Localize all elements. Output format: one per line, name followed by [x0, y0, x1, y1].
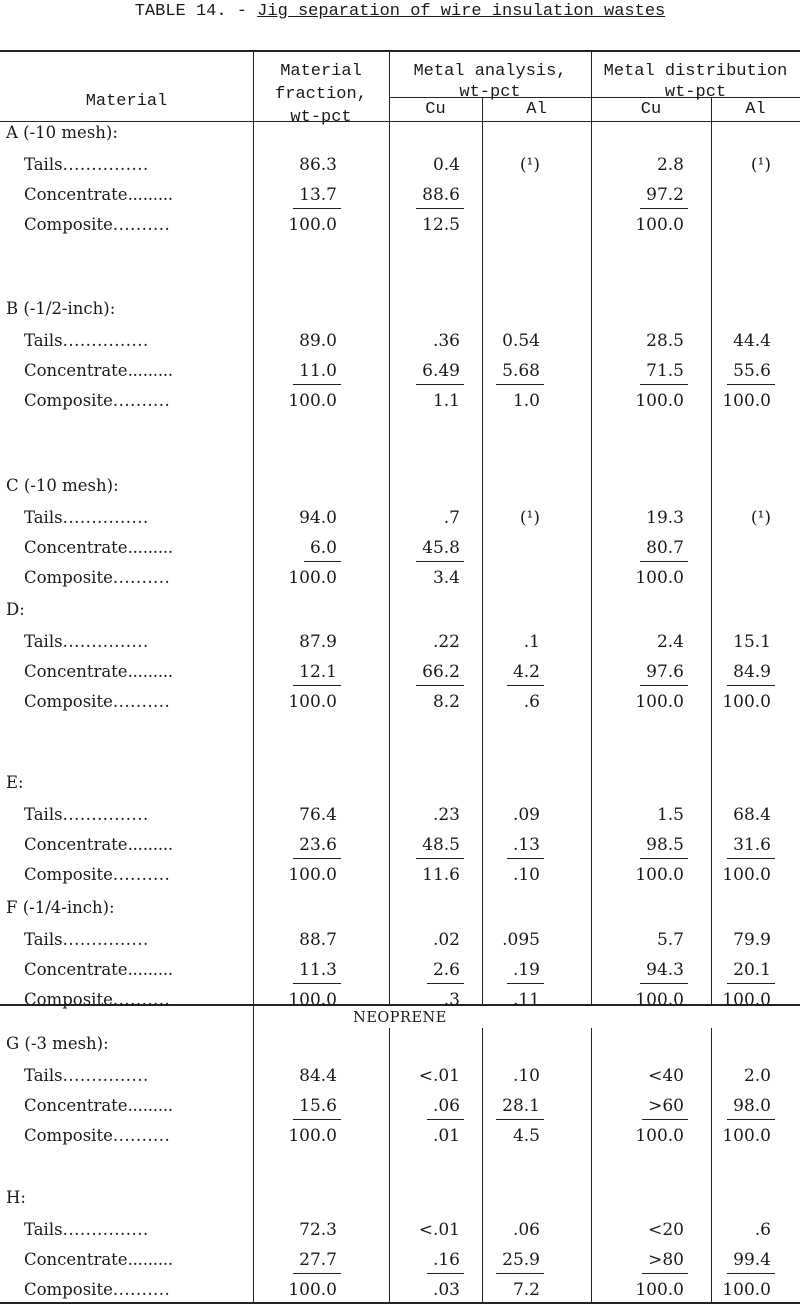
- column-rule: [482, 98, 483, 1005]
- table-cell: >60: [648, 1096, 684, 1116]
- row-label-tails: [24, 930, 149, 950]
- leader-dots: .........: [127, 1250, 173, 1269]
- table-cell: .10: [512, 865, 540, 885]
- table-cell: 1.0: [512, 391, 540, 411]
- table-cell: 89.0: [299, 331, 337, 351]
- leader-dots: ..........: [112, 692, 171, 711]
- table-cell: .36: [432, 331, 460, 351]
- column-rule: [389, 51, 390, 1005]
- table-cell: 94.3: [646, 960, 684, 980]
- header-analysis-line2: wt-pct: [459, 83, 521, 102]
- header-material: Material: [85, 92, 168, 111]
- table-cell: (¹): [750, 508, 771, 528]
- table-title: Jig separation of wire insulation wastes: [257, 2, 666, 21]
- table-cell: 98.0: [733, 1096, 771, 1116]
- header-fraction-line3: wt-pct: [290, 108, 352, 127]
- table-cell: .6: [754, 1220, 771, 1240]
- table-number: TABLE 14.: [134, 2, 227, 21]
- table-cell: 100.0: [722, 1280, 771, 1300]
- row-label-concentrate: [24, 538, 173, 558]
- row-label-concentrate: [24, 1250, 173, 1270]
- row-label-composite: [24, 990, 170, 1010]
- group-label: A (-10 mesh):: [6, 123, 118, 142]
- leader-dots: .........: [127, 960, 173, 979]
- leader-dots: ...............: [62, 1066, 149, 1085]
- header-distribution-cu: Cu: [640, 100, 662, 119]
- table-cell: 100.0: [722, 1126, 771, 1146]
- table-cell: 27.7: [299, 1250, 337, 1270]
- row-label-composite: [24, 1126, 170, 1146]
- section-neoprene: NEOPRENE: [353, 1010, 447, 1026]
- row-label-composite: [24, 1280, 170, 1300]
- row-label-composite: [24, 215, 170, 235]
- leader-dots: ..........: [112, 391, 171, 410]
- row-label-text: Tails: [24, 930, 63, 949]
- table-cell: (¹): [519, 155, 540, 175]
- header-distribution-al: Al: [745, 100, 766, 119]
- table-cell: 4.5: [512, 1126, 540, 1146]
- table-cell: .6: [523, 692, 540, 712]
- table-cell: 76.4: [299, 805, 337, 825]
- row-label-text: Tails: [24, 331, 63, 350]
- table-cell: 2.8: [656, 155, 684, 175]
- table-cell: 12.1: [299, 662, 337, 682]
- table-cell: .02: [432, 930, 460, 950]
- row-label-composite: [24, 391, 170, 411]
- table-cell: 100.0: [635, 568, 684, 588]
- table-cell: 25.9: [502, 1250, 540, 1270]
- table-cell: 100.0: [635, 865, 684, 885]
- table-cell: .13: [512, 835, 540, 855]
- row-label-composite: [24, 692, 170, 712]
- table-cell: >80: [648, 1250, 684, 1270]
- table-cell: 100.0: [722, 990, 771, 1010]
- table-cell: .03: [432, 1280, 460, 1300]
- table-cell: 100.0: [722, 692, 771, 712]
- table-cell: .22: [432, 632, 460, 652]
- table-cell: 6.49: [422, 361, 460, 381]
- table-cell: 11.6: [422, 865, 460, 885]
- row-label-text: Tails: [24, 508, 63, 527]
- table-cell: 48.5: [422, 835, 460, 855]
- leader-dots: ..........: [112, 215, 171, 234]
- row-label-text: Composite: [24, 215, 113, 234]
- row-label-concentrate: [24, 960, 173, 980]
- table-cell: 100.0: [288, 391, 337, 411]
- table-cell: 1.5: [656, 805, 684, 825]
- row-label-text: Composite: [24, 692, 113, 711]
- table-cell: 100.0: [635, 692, 684, 712]
- table-cell: 15.6: [299, 1096, 337, 1116]
- table-cell: .19: [512, 960, 540, 980]
- caption-dash: -: [236, 2, 247, 21]
- table-cell: 23.6: [299, 835, 337, 855]
- table-cell: 72.3: [299, 1220, 337, 1240]
- table-cell: .06: [512, 1220, 540, 1240]
- header-fraction-line2: fraction,: [275, 85, 367, 104]
- row-label-text: Concentrate: [24, 662, 128, 681]
- leader-dots: ..........: [112, 568, 171, 587]
- row-label-tails: [24, 1066, 149, 1086]
- table-cell: 45.8: [422, 538, 460, 558]
- row-label-text: Tails: [24, 805, 63, 824]
- row-label-text: Concentrate: [24, 1096, 128, 1115]
- table-cell: 0.4: [432, 155, 460, 175]
- group-label: G (-3 mesh):: [6, 1034, 109, 1053]
- leader-dots: ..........: [112, 1126, 171, 1145]
- header-fraction-line1: Material: [280, 62, 362, 81]
- table-caption: [0, 2, 800, 21]
- header-bottom-rule: [0, 121, 800, 122]
- table-cell: .7: [443, 508, 460, 528]
- group-label: E:: [6, 773, 24, 792]
- table-cell: 84.4: [299, 1066, 337, 1086]
- table-cell: .1: [523, 632, 540, 652]
- table-bottom-rule: [0, 1302, 800, 1304]
- table-cell: 5.68: [502, 361, 540, 381]
- row-label-tails: [24, 805, 149, 825]
- table-cell: 12.5: [422, 215, 460, 235]
- row-label-text: Composite: [24, 1126, 113, 1145]
- leader-dots: ..........: [112, 1280, 171, 1299]
- table-cell: 100.0: [635, 1126, 684, 1146]
- table-cell: 7.2: [512, 1280, 540, 1300]
- table-cell: 100.0: [288, 865, 337, 885]
- row-label-concentrate: [24, 835, 173, 855]
- table-cell: 100.0: [288, 990, 337, 1010]
- leader-dots: ..........: [112, 865, 171, 884]
- table-cell: 100.0: [722, 391, 771, 411]
- table-cell: (¹): [519, 508, 540, 528]
- table-cell: .09: [512, 805, 540, 825]
- table-cell: 100.0: [288, 1126, 337, 1146]
- table-cell: 100.0: [635, 990, 684, 1010]
- row-label-text: Concentrate: [24, 538, 128, 557]
- column-rule: [389, 1028, 390, 1303]
- row-label-text: Concentrate: [24, 960, 128, 979]
- table-cell: 3.4: [432, 568, 460, 588]
- table-cell: 13.7: [299, 185, 337, 205]
- row-label-tails: [24, 331, 149, 351]
- table-cell: .23: [432, 805, 460, 825]
- row-label-concentrate: [24, 662, 173, 682]
- group-label: C (-10 mesh):: [6, 476, 119, 495]
- row-label-concentrate: [24, 361, 173, 381]
- table-cell: 100.0: [635, 215, 684, 235]
- table-cell: 100.0: [722, 865, 771, 885]
- row-label-text: Tails: [24, 632, 63, 651]
- table-cell: 19.3: [646, 508, 684, 528]
- group-label: H:: [6, 1188, 26, 1207]
- table-cell: (¹): [750, 155, 771, 175]
- leader-dots: .........: [127, 361, 173, 380]
- row-label-tails: [24, 155, 149, 175]
- table-cell: 66.2: [422, 662, 460, 682]
- table-cell: 100.0: [288, 215, 337, 235]
- table-cell: 6.0: [309, 538, 337, 558]
- table-cell: <.01: [418, 1066, 460, 1086]
- table-cell: 71.5: [646, 361, 684, 381]
- row-label-text: Composite: [24, 865, 113, 884]
- row-label-text: Tails: [24, 155, 63, 174]
- header-distribution-line1: Metal distribution: [603, 62, 788, 81]
- leader-dots: ...............: [62, 632, 149, 651]
- header-analysis-cu: Cu: [425, 100, 446, 119]
- table-cell: 11.0: [299, 361, 337, 381]
- leader-dots: .........: [127, 538, 173, 557]
- leader-dots: .........: [127, 185, 173, 204]
- table-cell: 5.7: [656, 930, 684, 950]
- row-label-text: Composite: [24, 568, 113, 587]
- table-cell: 68.4: [733, 805, 771, 825]
- group-label: F (-1/4-inch):: [6, 898, 115, 917]
- row-label-text: Tails: [24, 1220, 63, 1239]
- table-cell: 94.0: [299, 508, 337, 528]
- leader-dots: ...............: [62, 930, 149, 949]
- column-rule: [591, 1028, 592, 1303]
- table-cell: .01: [432, 1126, 460, 1146]
- row-label-text: Composite: [24, 391, 113, 410]
- column-rule: [482, 1028, 483, 1303]
- row-label-text: Concentrate: [24, 185, 128, 204]
- table-cell: 0.54: [502, 331, 540, 351]
- table-cell: 84.9: [733, 662, 771, 682]
- table-cell: 100.0: [288, 1280, 337, 1300]
- table-cell: 55.6: [733, 361, 771, 381]
- leader-dots: ...............: [62, 508, 149, 527]
- table-cell: 88.7: [299, 930, 337, 950]
- table-cell: 2.0: [743, 1066, 771, 1086]
- row-label-tails: [24, 632, 149, 652]
- table-cell: 31.6: [733, 835, 771, 855]
- table-cell: 87.9: [299, 632, 337, 652]
- table-cell: 100.0: [288, 692, 337, 712]
- table-cell: <20: [648, 1220, 684, 1240]
- table-cell: 11.3: [299, 960, 337, 980]
- group-label: B (-1/2-inch):: [6, 299, 116, 318]
- column-rule: [591, 51, 592, 1005]
- table-cell: 15.1: [733, 632, 771, 652]
- table-cell: 2.6: [432, 960, 460, 980]
- header-distribution-line2: wt-pct: [664, 83, 727, 102]
- table-cell: .16: [432, 1250, 460, 1270]
- table-cell: 88.6: [422, 185, 460, 205]
- row-label-text: Tails: [24, 1066, 63, 1085]
- table-cell: .11: [512, 990, 540, 1010]
- leader-dots: ...............: [62, 805, 149, 824]
- table-cell: 28.1: [502, 1096, 540, 1116]
- table-cell: 98.5: [646, 835, 684, 855]
- table-cell: 28.5: [646, 331, 684, 351]
- leader-dots: ...............: [62, 1220, 149, 1239]
- row-label-text: Concentrate: [24, 835, 128, 854]
- row-label-tails: [24, 508, 149, 528]
- table-cell: 1.1: [432, 391, 460, 411]
- table-cell: 86.3: [299, 155, 337, 175]
- row-label-tails: [24, 1220, 149, 1240]
- table-cell: <.01: [418, 1220, 460, 1240]
- table-cell: 4.2: [512, 662, 540, 682]
- group-label: D:: [6, 600, 25, 619]
- table-cell: 100.0: [635, 1280, 684, 1300]
- leader-dots: .........: [127, 662, 173, 681]
- table-cell: 97.2: [646, 185, 684, 205]
- table-cell: 97.6: [646, 662, 684, 682]
- header-analysis-al: Al: [526, 100, 547, 119]
- row-label-text: Concentrate: [24, 361, 128, 380]
- row-label-concentrate: [24, 1096, 173, 1116]
- row-label-composite: [24, 865, 170, 885]
- column-rule: [253, 51, 254, 1303]
- row-label-text: Composite: [24, 1280, 113, 1299]
- table-cell: <40: [648, 1066, 684, 1086]
- leader-dots: ...............: [62, 155, 149, 174]
- table-cell: 2.4: [656, 632, 684, 652]
- row-label-text: Concentrate: [24, 1250, 128, 1269]
- table-cell: .10: [512, 1066, 540, 1086]
- table-cell: 8.2: [432, 692, 460, 712]
- table-cell: .06: [432, 1096, 460, 1116]
- table-top-rule: [0, 50, 800, 52]
- header-analysis-line1: Metal analysis,: [413, 62, 567, 81]
- row-label-text: Composite: [24, 990, 113, 1009]
- leader-dots: ..........: [112, 990, 171, 1009]
- leader-dots: ...............: [62, 331, 149, 350]
- table-cell: .3: [443, 990, 460, 1010]
- table-cell: .095: [502, 930, 540, 950]
- leader-dots: .........: [127, 1096, 173, 1115]
- column-rule: [711, 1028, 712, 1303]
- leader-dots: .........: [127, 835, 173, 854]
- column-rule: [711, 98, 712, 1005]
- table-cell: 100.0: [635, 391, 684, 411]
- table-cell: 79.9: [733, 930, 771, 950]
- row-label-concentrate: [24, 185, 173, 205]
- table-cell: 80.7: [646, 538, 684, 558]
- table-cell: 99.4: [733, 1250, 771, 1270]
- table-cell: 20.1: [733, 960, 771, 980]
- row-label-composite: [24, 568, 170, 588]
- table-cell: 100.0: [288, 568, 337, 588]
- table-cell: 44.4: [733, 331, 771, 351]
